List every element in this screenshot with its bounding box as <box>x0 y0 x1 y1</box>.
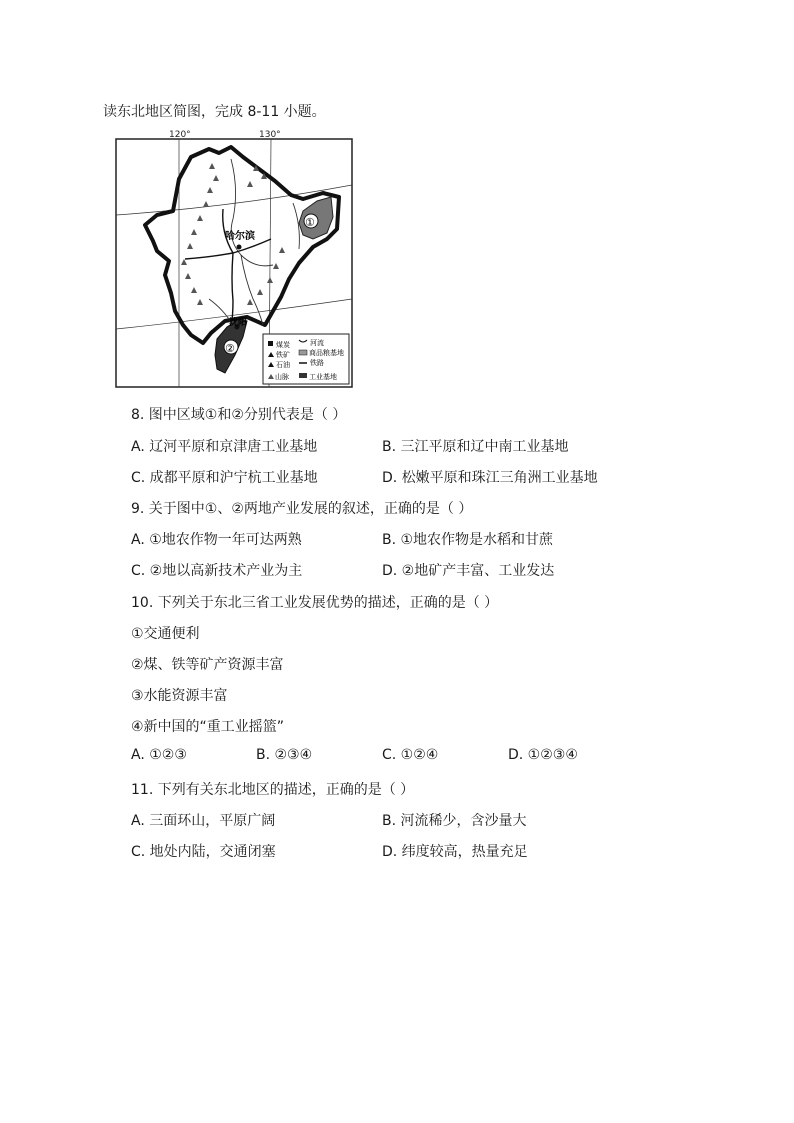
question-10-statement-4: ④新中国的“重工业摇篮” <box>131 719 285 735</box>
city-harbin-label: 哈尔滨 <box>225 231 255 242</box>
city-harbin-dot <box>237 245 242 250</box>
legend-iron: 铁矿 <box>276 351 290 359</box>
intro-text: 读东北地区简图，完成 8-11 小题。 <box>103 104 326 120</box>
map-legend <box>263 334 349 384</box>
legend-river: 河流 <box>310 339 324 347</box>
city-shenyang-label: 沈阳 <box>229 318 248 328</box>
marker-2-label: ② <box>225 342 235 355</box>
question-9-option-d: D. ②地矿产丰富、工业发达 <box>382 563 555 579</box>
legend-oil: 石油 <box>276 361 290 369</box>
question-8-stem: 8. 图中区域①和②分别代表是（ ） <box>131 407 347 423</box>
question-8-option-a: A. 辽河平原和京津唐工业基地 <box>131 439 318 455</box>
question-10-option-c: C. ①②④ <box>382 747 439 763</box>
question-11-option-d: D. 纬度较高，热量充足 <box>382 844 528 860</box>
question-10-option-d: D. ①②③④ <box>508 747 578 763</box>
question-11-option-a: A. 三面环山，平原广阔 <box>131 813 276 829</box>
question-10-statement-3: ③水能资源丰富 <box>131 688 228 704</box>
legend-mountain: 山脉 <box>275 373 289 381</box>
question-9-option-b: B. ①地农作物是水稻和甘蔗 <box>382 532 554 548</box>
question-10-option-a: A. ①②③ <box>131 747 187 763</box>
question-9-option-c: C. ②地以高新技术产业为主 <box>131 563 303 579</box>
question-10-statement-2: ②煤、铁等矿产资源丰富 <box>131 657 284 673</box>
legend-coal: 煤炭 <box>276 341 290 349</box>
question-8-option-b: B. 三江平原和辽中南工业基地 <box>382 439 569 455</box>
question-11-stem: 11. 下列有关东北地区的描述，正确的是（ ） <box>131 782 415 798</box>
marker-1-label: ① <box>305 216 315 229</box>
northeast-map <box>113 129 357 391</box>
legend-grain: 商品粮基地 <box>309 349 344 357</box>
question-8-option-d: D. 松嫩平原和珠江三角洲工业基地 <box>382 470 598 486</box>
legend-industry: 工业基地 <box>309 373 337 381</box>
question-9-stem: 9. 关于图中①、②两地产业发展的叙述，正确的是（ ） <box>131 501 473 517</box>
question-11-option-c: C. 地处内陆，交通闭塞 <box>131 844 276 860</box>
question-9-option-a: A. ①地农作物一年可达两熟 <box>131 532 302 548</box>
question-10-option-b: B. ②③④ <box>256 747 313 763</box>
question-8-option-c: C. 成都平原和沪宁杭工业基地 <box>131 470 318 486</box>
question-10-stem: 10. 下列关于东北三省工业发展优势的描述，正确的是（ ） <box>131 595 499 611</box>
question-11-option-b: B. 河流稀少，含沙量大 <box>382 813 527 829</box>
legend-railway: 铁路 <box>310 359 324 367</box>
lon-label-130: 130° <box>259 130 281 140</box>
lon-label-120: 120° <box>169 130 191 140</box>
question-10-statement-1: ①交通便利 <box>131 626 200 642</box>
